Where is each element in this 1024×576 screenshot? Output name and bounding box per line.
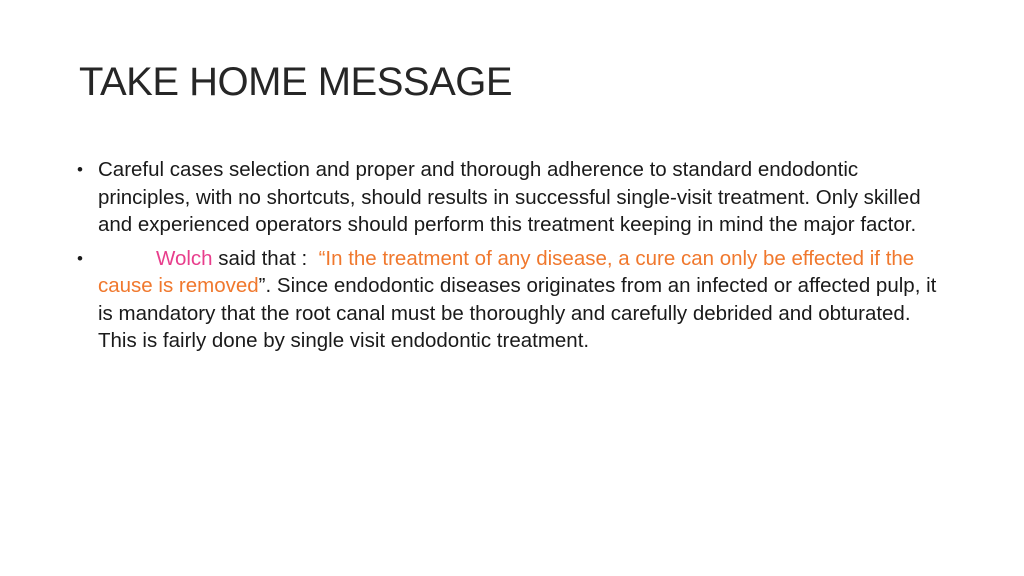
bullet-icon: • xyxy=(77,160,83,179)
said-that-text: said that : xyxy=(212,246,319,270)
quoted-author: Wolch xyxy=(156,246,213,270)
bullet-text: Careful cases selection and proper and thorough adherence to standard endodontic principles, with no shortcuts, should results in successful single-visit treatment. Only skilled and experienced operators should perform this treatment keeping in mind the major factor. xyxy=(98,158,921,236)
bullet-list xyxy=(76,156,956,361)
quotation-text: “In the treatment of any disease, a cure can only be effected if the cause is removed xyxy=(98,246,915,297)
bullet-icon: • xyxy=(77,248,83,268)
bullet-item-2 xyxy=(76,245,956,355)
slide-title: TAKE HOME MESSAGE xyxy=(79,60,513,104)
bullet-text-rest: ”. Since endodontic diseases originates from an infected or affected pulp, it is mandatory that the root canal must be thoroughly and carefully debrided and obturated. This is fairly done by single visit endodontic treatment. xyxy=(98,274,943,352)
bullet-item-1 xyxy=(76,156,956,239)
